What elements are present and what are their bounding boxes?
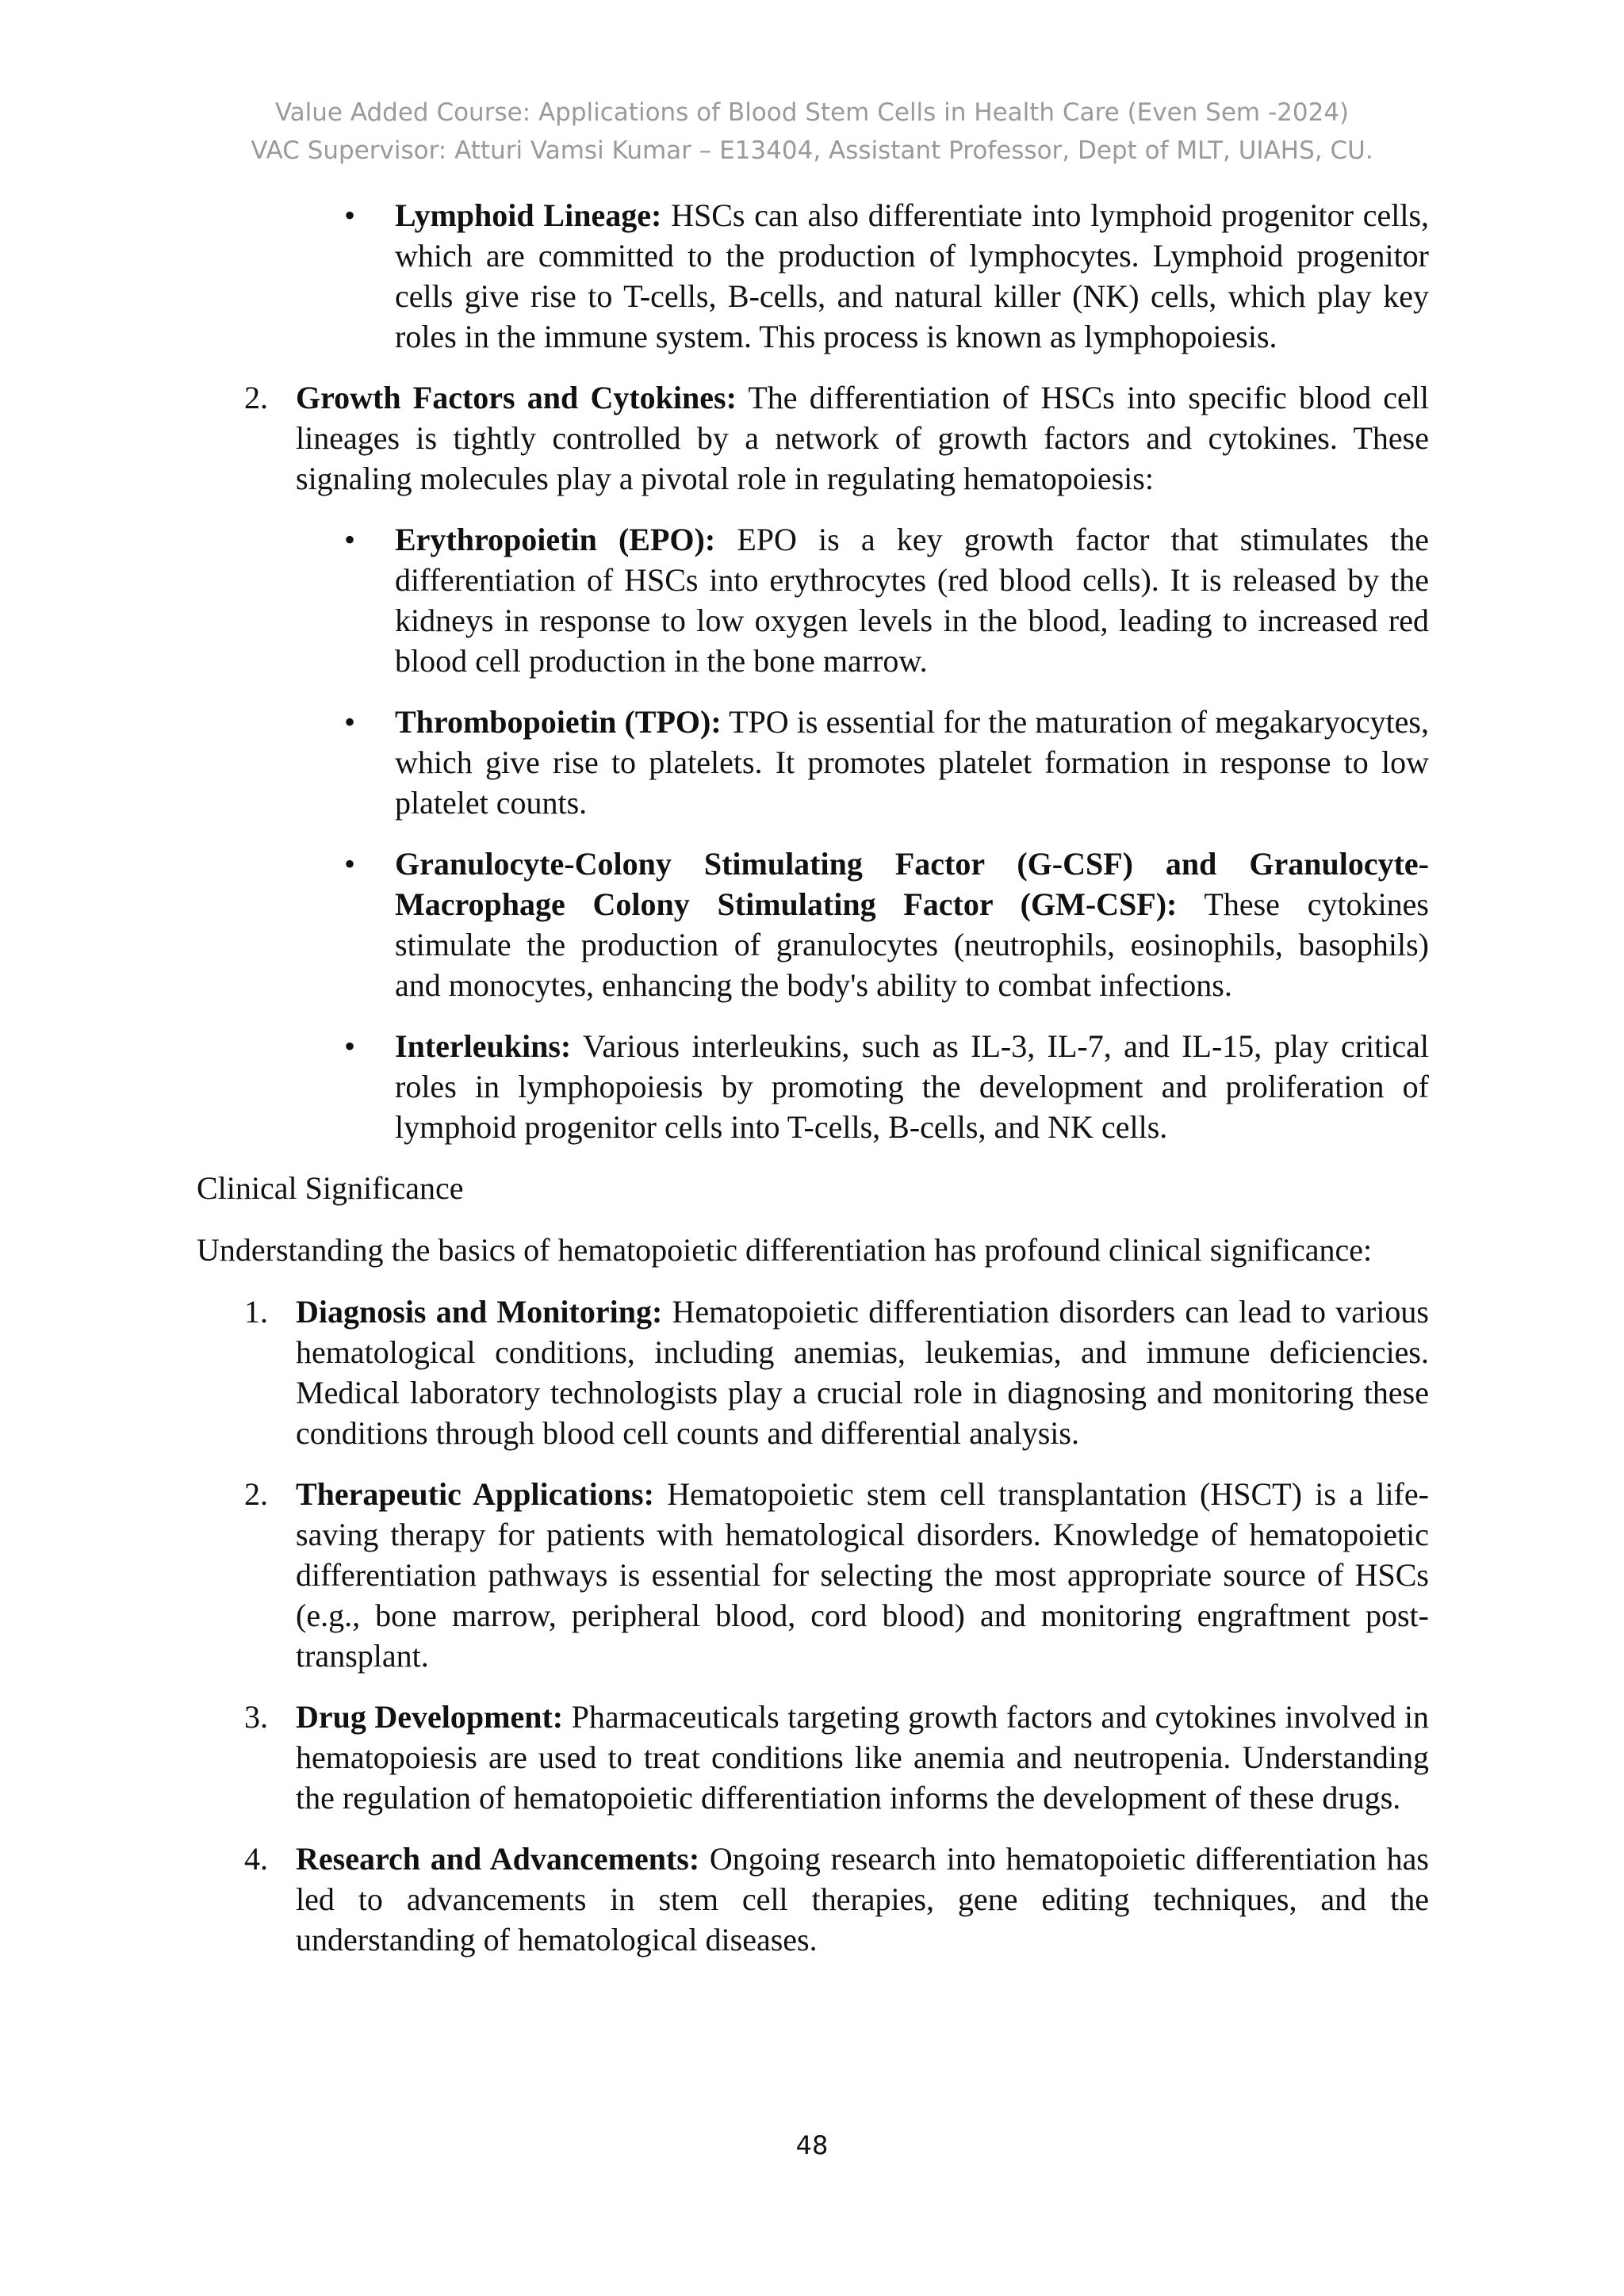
cytokine-bullet-list: [296, 519, 1429, 1147]
header-supervisor-line: VAC Supervisor: Atturi Vamsi Kumar – E13404, Assistant Professor, Dept of MLT, UIAHS, CU.: [251, 136, 1373, 165]
bullet-text: TPO is essential for the maturation of megakaryocytes, which give rise to platelets. It promotes platelet formation in response to low platelet counts.: [395, 704, 1430, 821]
bullet-item-epo: [395, 519, 1429, 681]
item-title: Drug Development:: [296, 1699, 564, 1735]
item-title: Growth Factors and Cytokines:: [296, 380, 737, 415]
bullet-title: Erythropoietin (EPO):: [395, 522, 716, 557]
numbered-item-growth-factors: [244, 377, 1430, 1147]
header-course-line: Value Added Course: Applications of Blood Stem Cells in Health Care (Even Sem -2024): [274, 98, 1350, 127]
bullet-title: Lymphoid Lineage:: [395, 197, 662, 233]
growth-factors-list: [197, 377, 1429, 1147]
bullet-text: These cytokines stimulate the production of granulocytes (neutrophils, eosinophils, basophils) and monocytes, enhancing the body's ability to combat infections.: [395, 886, 1430, 1003]
item-title: Therapeutic Applications:: [296, 1476, 654, 1512]
bullet-item-lymphoid-lineage: [395, 195, 1429, 357]
item-title: Diagnosis and Monitoring:: [296, 1294, 663, 1330]
bullet-text: HSCs can also differentiate into lymphoid progenitor cells, which are committed to the production of lymphocytes. Lymphoid progenitor cells give rise to T-cells, B-cells, and natural killer (NK) cells, which play key roles in the immune system. This process is known as lymphopoiesis.: [395, 197, 1430, 354]
bullet-title: Granulocyte-Colony Stimulating Factor (G-CSF) and Granulocyte-Macrophage Colony Stimulating Factor (GM-CSF):: [395, 846, 1429, 922]
item-text: Ongoing research into hematopoietic differentiation has led to advancements in stem cell therapies, gene editing techniques, and the understanding of hematological diseases.: [296, 1841, 1429, 1957]
numbered-item-diagnosis: [244, 1292, 1429, 1453]
bullet-item-gcsf-gmcsf: [395, 844, 1429, 1005]
numbered-item-research: [244, 1839, 1429, 1960]
item-number: 2.: [244, 380, 268, 415]
bullet-title: Thrombopoietin (TPO):: [395, 704, 722, 740]
item-number: 3.: [244, 1699, 268, 1735]
item-text: Pharmaceuticals targeting growth factors and cytokines involved in hematopoiesis are used to treat conditions like anemia and neutropenia. Understanding the regulation of hematopoietic differentiation informs the development of these drugs.: [296, 1699, 1429, 1816]
numbered-item-therapeutic: [244, 1474, 1429, 1676]
section-heading-clinical-significance: Clinical Significance: [197, 1170, 464, 1206]
page-number: 48: [795, 2130, 829, 2160]
clinical-intro-paragraph: Understanding the basics of hematopoietic differentiation has profound clinical significance:: [197, 1232, 1373, 1268]
bullet-item-interleukins: [395, 1026, 1429, 1147]
item-number: 1.: [244, 1294, 268, 1330]
item-number: 2.: [244, 1476, 268, 1512]
bullet-item-tpo: [395, 702, 1429, 823]
item-title: Research and Advancements:: [296, 1841, 700, 1877]
bullet-text: EPO is a key growth factor that stimulates the differentiation of HSCs into erythrocytes (red blood cells). It is released by the kidneys in response to low oxygen levels in the blood, leading to increased red blood cell production in the bone marrow.: [395, 522, 1429, 679]
item-text: Hematopoietic stem cell transplantation (HSCT) is a life-saving therapy for patients with hematological disorders. Knowledge of hematopoietic differentiation pathways is essential for selecting the most appropriate source of HSCs (e.g., bone marrow, peripheral blood, cord blood) and monitoring engraftment post-transplant.: [296, 1476, 1429, 1674]
page-header: [0, 94, 1624, 170]
item-number: 4.: [244, 1841, 268, 1877]
bullet-text: Various interleukins, such as IL-3, IL-7, and IL-15, play critical roles in lymphopoiesis by promoting the development and proliferation of lymphoid progenitor cells into T-cells, B-cells, and NK cells.: [395, 1028, 1429, 1145]
lineage-bullet-list: [197, 195, 1429, 357]
item-text: Hematopoietic differentiation disorders can lead to various hematological conditions, including anemias, leukemias, and immune deficiencies. Medical laboratory technologists play a crucial role in diagnosing and monitoring these conditions through blood cell counts and differential analysis.: [296, 1294, 1429, 1451]
numbered-item-drug-development: [244, 1697, 1429, 1818]
item-text: The differentiation of HSCs into specific blood cell lineages is tightly controlled by a network of growth factors and cytokines. These signaling molecules play a pivotal role in regulating hematopoiesis:: [296, 380, 1429, 496]
bullet-title: Interleukins:: [395, 1028, 572, 1064]
clinical-significance-list: [197, 1292, 1429, 1960]
document-body: [197, 195, 1429, 1980]
